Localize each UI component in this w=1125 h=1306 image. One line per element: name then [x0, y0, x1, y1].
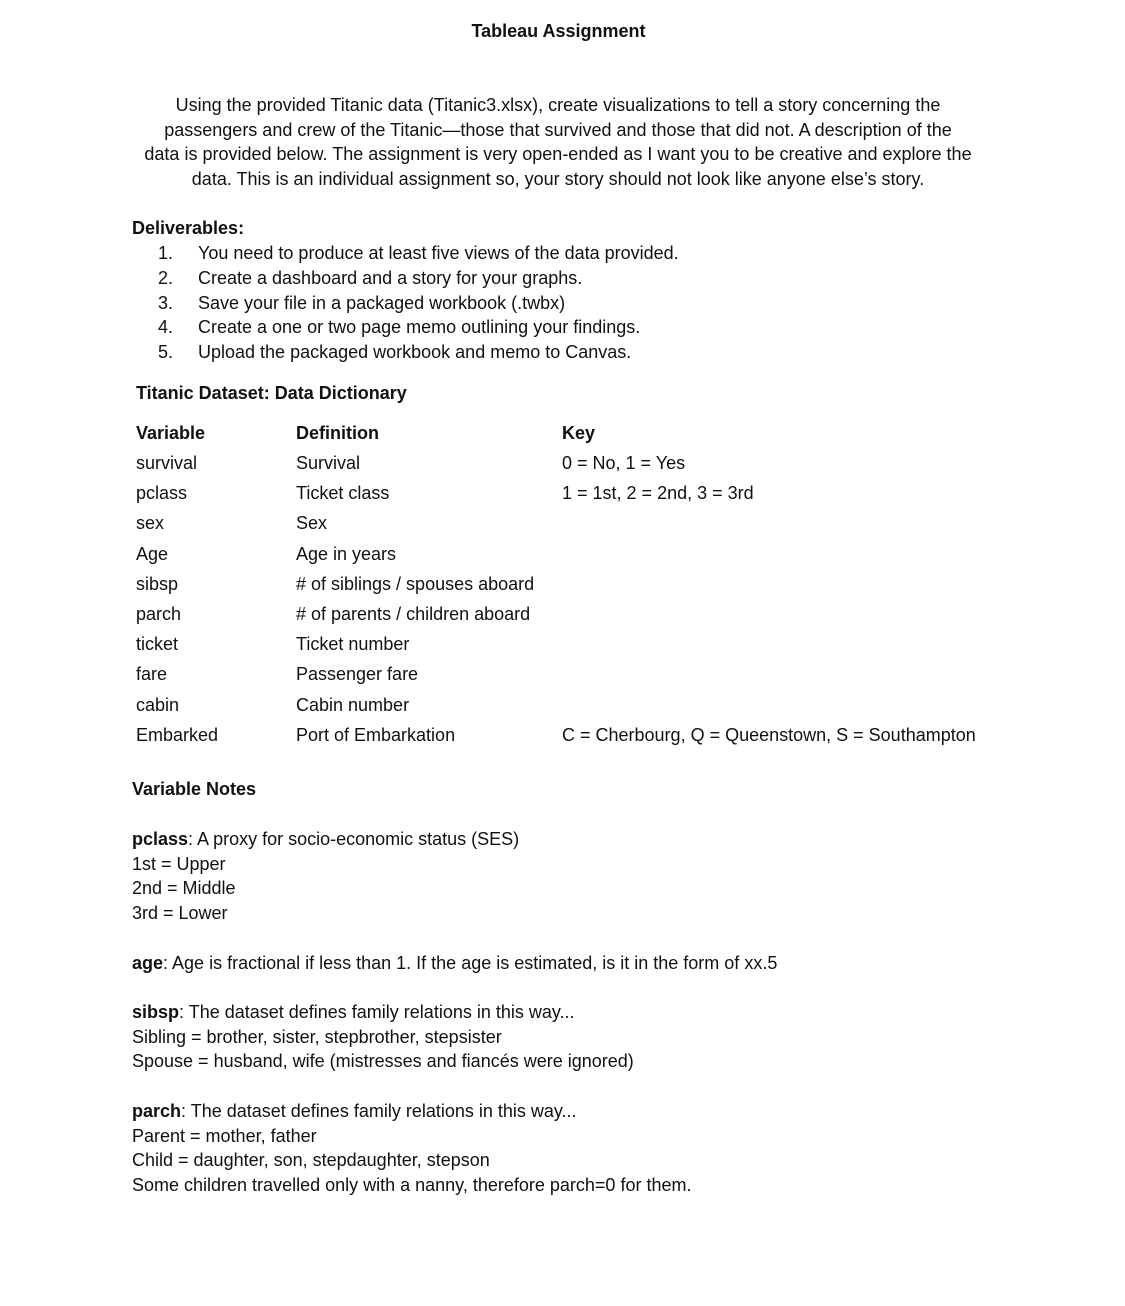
cell-variable: survival	[136, 453, 198, 473]
table-row	[136, 511, 1036, 541]
list-item	[132, 241, 679, 266]
intro-paragraph	[120, 93, 996, 192]
cell-variable: sibsp	[136, 574, 179, 594]
column-header-variable: Variable	[136, 423, 206, 443]
note-line	[132, 827, 519, 852]
table-row	[136, 481, 1036, 511]
list-number: 2.	[158, 267, 174, 288]
list-text: Create a one or two page memo outlining your findings.	[198, 317, 641, 338]
cell-definition: Survival	[296, 453, 361, 473]
table-row	[136, 602, 1036, 632]
column-header-key: Key	[562, 423, 596, 443]
list-text: You need to produce at least five views of the data provided.	[198, 243, 679, 263]
cell-variable: Age	[136, 544, 169, 564]
deliverables-list	[132, 241, 679, 365]
cell-definition: Cabin number	[296, 695, 410, 715]
table-row	[136, 662, 1036, 692]
table-header	[136, 421, 1036, 451]
list-text: Upload the packaged workbook and memo to Canvas.	[198, 342, 632, 363]
table-row	[136, 723, 1036, 753]
cell-variable: ticket	[136, 634, 179, 654]
table-row	[136, 451, 1036, 481]
cell-key: 0 = No, 1 = Yes	[562, 453, 686, 473]
cell-key: 1 = 1st, 2 = 2nd, 3 = 3rd	[562, 483, 754, 503]
cell-definition: Port of Embarkation	[296, 725, 456, 745]
note-line: Parent = mother, father	[132, 1125, 317, 1146]
cell-definition: Passenger fare	[296, 664, 419, 684]
cell-definition: Ticket number	[296, 634, 410, 654]
note-text: : The dataset defines family relations in this way...	[179, 1002, 575, 1022]
note-pclass	[132, 827, 519, 926]
list-text: Save your file in a packaged workbook (.twbx)	[198, 292, 566, 313]
variable-notes-heading: Variable Notes	[132, 779, 257, 799]
list-number: 4.	[158, 317, 174, 338]
intro-line: Using the provided Titanic data (Titanic3.xlsx), create visualizations to tell a story concerning the	[175, 95, 941, 115]
note-text: : The dataset defines family relations in this way...	[181, 1101, 577, 1121]
intro-line: passengers and crew of the Titanic—those that survived and those that did not. A description of the	[164, 119, 952, 140]
cell-variable: parch	[136, 604, 182, 624]
cell-variable: cabin	[136, 695, 180, 715]
cell-variable: fare	[136, 664, 168, 684]
note-line	[132, 1099, 691, 1124]
cell-variable: Embarked	[136, 725, 219, 745]
intro-line: data. This is an individual assignment so, your story should not look like anyone else’s story.	[191, 169, 925, 190]
intro-line: data is provided below. The assignment is very open-ended as I want you to be creative and explore the	[144, 144, 972, 165]
list-item	[132, 315, 679, 340]
cell-definition: # of parents / children aboard	[296, 604, 531, 624]
note-line: Sibling = brother, sister, stepbrother, stepsister	[132, 1026, 502, 1047]
list-item	[132, 266, 679, 291]
note-age	[132, 951, 777, 976]
note-term: parch	[132, 1101, 182, 1121]
note-line	[132, 1000, 634, 1025]
note-line: 3rd = Lower	[132, 903, 228, 924]
cell-definition: Sex	[296, 513, 328, 533]
list-number: 5.	[158, 342, 174, 363]
note-line: Some children travelled only with a nanny, therefore parch=0 for them.	[132, 1175, 692, 1196]
note-text: : A proxy for socio-economic status (SES)	[188, 829, 520, 849]
table-row	[136, 542, 1036, 572]
table-row	[136, 572, 1036, 602]
note-line: 1st = Upper	[132, 853, 226, 874]
list-item	[132, 340, 679, 365]
deliverables-heading: Deliverables:	[132, 218, 245, 238]
note-term: sibsp	[132, 1002, 180, 1022]
cell-definition: Ticket class	[296, 483, 390, 503]
note-text: : Age is fractional if less than 1. If the age is estimated, is it in the form of xx.5	[163, 953, 778, 973]
list-number: 1.	[158, 243, 174, 263]
cell-definition: # of siblings / spouses aboard	[296, 574, 535, 594]
note-term: pclass	[132, 829, 189, 849]
table-row	[136, 693, 1036, 723]
page-title: Tableau Assignment	[471, 21, 646, 41]
note-parch	[132, 1099, 691, 1198]
list-number: 3.	[158, 292, 174, 313]
note-sibsp	[132, 1000, 634, 1074]
cell-variable: pclass	[136, 483, 188, 503]
note-line: Spouse = husband, wife (mistresses and fiancés were ignored)	[132, 1051, 634, 1072]
note-line	[132, 951, 777, 976]
list-text: Create a dashboard and a story for your graphs.	[198, 267, 583, 288]
cell-variable: sex	[136, 513, 165, 533]
table-row	[136, 632, 1036, 662]
list-item	[132, 291, 679, 316]
cell-key: C = Cherbourg, Q = Queenstown, S = Southampton	[562, 725, 976, 745]
column-header-definition: Definition	[296, 423, 379, 443]
note-line: 2nd = Middle	[132, 878, 236, 899]
note-line: Child = daughter, son, stepdaughter, stepson	[132, 1150, 490, 1171]
cell-definition: Age in years	[296, 544, 397, 564]
dictionary-heading: Titanic Dataset: Data Dictionary	[136, 383, 407, 403]
note-term: age	[132, 953, 164, 973]
